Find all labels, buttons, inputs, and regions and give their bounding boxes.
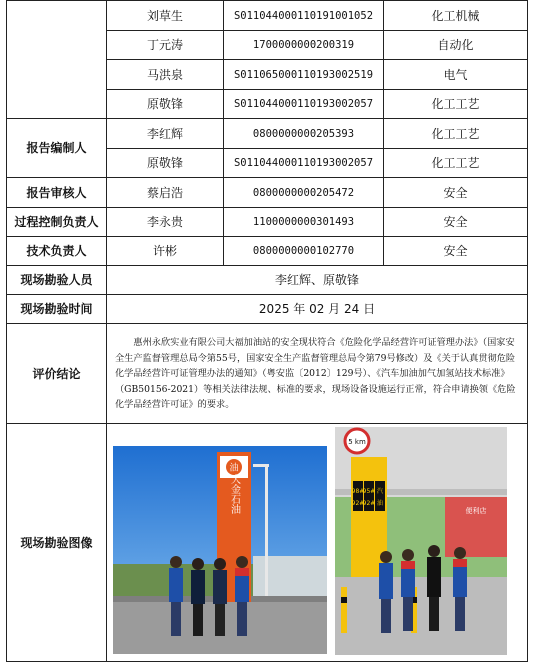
price-mid-top: 95# xyxy=(362,487,376,495)
shop-sign: 便利店 xyxy=(465,506,487,515)
person-cert: 0800000000205472 xyxy=(224,178,384,208)
survey-photo-1 xyxy=(113,446,327,654)
person-specialty: 自动化 xyxy=(384,31,528,60)
person-cert: 1100000000301493 xyxy=(224,208,384,237)
person-name: 丁元涛 xyxy=(107,31,224,60)
person-name: 刘草生 xyxy=(107,1,224,31)
person-cert: 0800000000205393 xyxy=(224,119,384,149)
price-right-top: 汽 xyxy=(376,487,384,495)
person-name: 许彬 xyxy=(107,237,224,266)
price-right-bottom: 油 xyxy=(376,499,384,507)
conclusion-label: 评价结论 xyxy=(7,324,107,424)
personnel-label-cell xyxy=(7,1,107,119)
person-specialty: 安全 xyxy=(384,237,528,266)
report-author-label: 报告编制人 xyxy=(7,119,107,178)
survey-time-value: 2025 年 02 月 24 日 xyxy=(107,295,528,324)
station-sign-text: 大金石油 xyxy=(228,473,240,514)
speed-limit-sign: 5 km xyxy=(348,437,366,446)
person-specialty: 安全 xyxy=(384,208,528,237)
person-name: 李红辉 xyxy=(107,119,224,149)
person-specialty: 化工工艺 xyxy=(384,90,528,119)
report-table xyxy=(6,0,528,662)
person-cert: S011065000110193002519 xyxy=(224,60,384,90)
survey-personnel-label: 现场勘验人员 xyxy=(7,266,107,295)
tech-lead-label: 技术负责人 xyxy=(7,237,107,266)
person-cert: S011044000110193002057 xyxy=(224,149,384,178)
survey-photos-cell xyxy=(107,424,528,662)
person-cert: S011044000110191001052 xyxy=(224,1,384,31)
person-specialty: 化工工艺 xyxy=(384,149,528,178)
survey-photo-2 xyxy=(335,427,507,655)
person-name: 原敬锋 xyxy=(107,90,224,119)
price-mid-bottom: 92# xyxy=(362,499,376,507)
price-left-top: 98# xyxy=(351,487,365,495)
survey-photos-label: 现场勘验图像 xyxy=(7,424,107,662)
person-cert: 1700000000200319 xyxy=(224,31,384,60)
station-sign-logo: 油 xyxy=(229,463,239,473)
person-name: 原敬锋 xyxy=(107,149,224,178)
person-specialty: 化工机械 xyxy=(384,1,528,31)
person-name: 蔡启浩 xyxy=(107,178,224,208)
process-control-label: 过程控制负责人 xyxy=(7,208,107,237)
person-specialty: 安全 xyxy=(384,178,528,208)
conclusion-text: 惠州永欣实业有限公司大福加油站的安全现状符合《危险化学品经营许可证管理办法》（国家安全生产监督管理总局令第55号，国家安全生产监督管理总局令第79号修改）及《关于认真贯彻危险化学品经营许可证管理办法的通知》（粤安监〔2012〕129号）、《汽车加油加气加氢站技术标准》（GB50156-2021）等相关法律法规、标准的要求，现场设备设施运行正常，符合申请换领《危险化学品经营许可证》的要求。 xyxy=(107,324,528,424)
price-left-bottom: 92# xyxy=(351,499,365,507)
report-reviewer-label: 报告审核人 xyxy=(7,178,107,208)
person-name: 马洪泉 xyxy=(107,60,224,90)
survey-personnel-value: 李红辉、原敬锋 xyxy=(107,266,528,295)
person-name: 李永贵 xyxy=(107,208,224,237)
person-cert: S011044000110193002057 xyxy=(224,90,384,119)
survey-time-label: 现场勘验时间 xyxy=(7,295,107,324)
person-cert: 0800000000102770 xyxy=(224,237,384,266)
person-specialty: 电气 xyxy=(384,60,528,90)
person-specialty: 化工工艺 xyxy=(384,119,528,149)
